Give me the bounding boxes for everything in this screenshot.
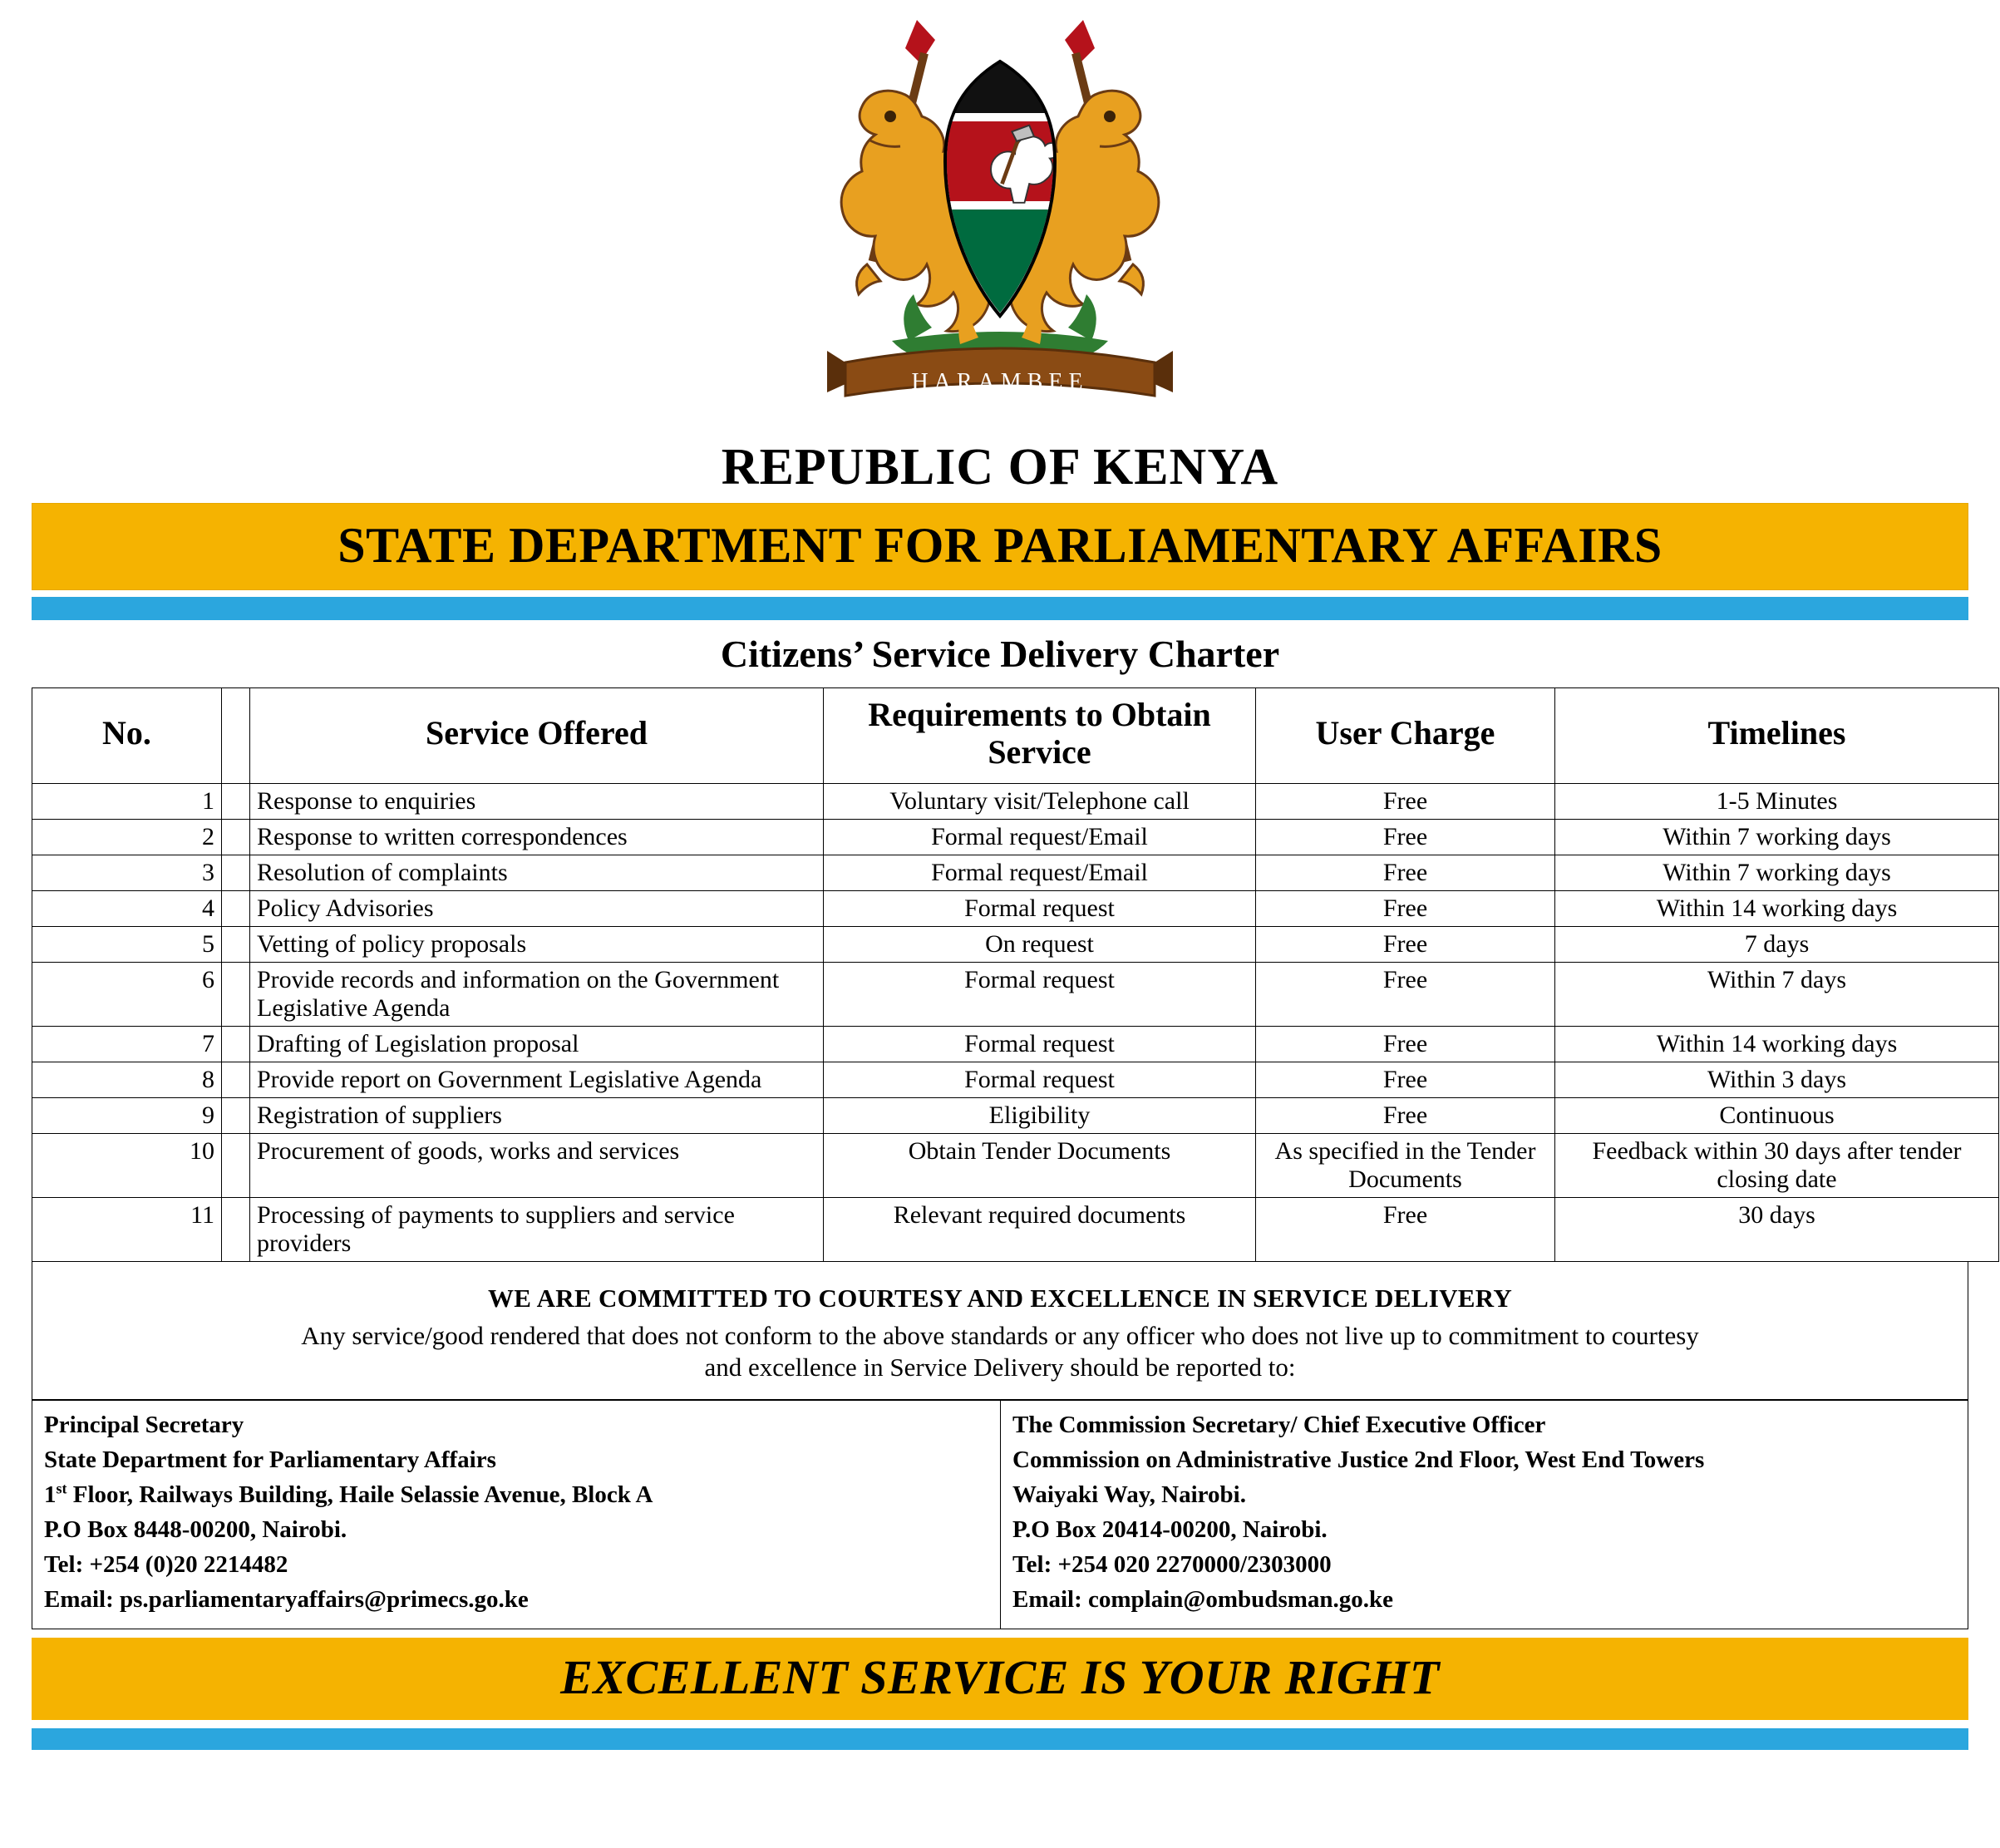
contact-po-box: P.O Box 8448-00200, Nairobi. <box>44 1516 347 1544</box>
page-title: Citizens’ Service Delivery Charter <box>720 633 1280 676</box>
contact-title: The Commission Secretary/ Chief Executive Officer <box>1012 1412 1546 1439</box>
commitment-block <box>32 1262 1968 1401</box>
blue-accent-bar-top <box>32 597 1968 620</box>
contact-principal-secretary <box>32 1401 1000 1629</box>
contact-po-box: P.O Box 20414-00200, Nairobi. <box>1012 1516 1328 1544</box>
contact-department: State Department for Parliamentary Affairs <box>44 1446 496 1474</box>
table-row <box>32 819 1999 855</box>
contact-floor-number: 1 <box>44 1481 57 1509</box>
table-row <box>32 926 1999 962</box>
cell-requirements: On request <box>824 926 1256 962</box>
charter-table <box>32 687 1999 1262</box>
column-header-requirements: Requirements to Obtain Service <box>824 688 1256 784</box>
cell-no: 10 <box>32 1133 222 1197</box>
cell-no: 5 <box>32 926 222 962</box>
cell-spacer <box>222 1097 250 1133</box>
cell-spacer <box>222 819 250 855</box>
cell-spacer <box>222 855 250 890</box>
column-header-user-charge: User Charge <box>1256 688 1555 784</box>
cell-spacer <box>222 926 250 962</box>
cell-requirements: Obtain Tender Documents <box>824 1133 1256 1197</box>
contact-address-rest: Floor, Railways Building, Haile Selassie Avenue, Block A <box>67 1481 653 1509</box>
cell-requirements: Formal request <box>824 962 1256 1026</box>
footer-banner <box>32 1638 1968 1720</box>
table-row <box>32 890 1999 926</box>
cell-requirements: Formal request <box>824 890 1256 926</box>
contact-email[interactable]: Email: ps.parliamentaryaffairs@primecs.go.ke <box>44 1586 529 1614</box>
cell-spacer <box>222 1133 250 1197</box>
contact-telephone: Tel: +254 (0)20 2214482 <box>44 1551 288 1579</box>
cell-timelines: 7 days <box>1555 926 1999 962</box>
table-row <box>32 783 1999 819</box>
cell-timelines: 1-5 Minutes <box>1555 783 1999 819</box>
svg-text:HARAMBEE: HARAMBEE <box>911 369 1089 395</box>
cell-spacer <box>222 783 250 819</box>
cell-user-charge: Free <box>1256 1026 1555 1062</box>
cell-user-charge: Free <box>1256 783 1555 819</box>
cell-timelines: Within 14 working days <box>1555 890 1999 926</box>
cell-service: Processing of payments to suppliers and service providers <box>250 1197 824 1261</box>
cell-requirements: Formal request <box>824 1062 1256 1097</box>
cell-no: 11 <box>32 1197 222 1261</box>
column-header-service: Service Offered <box>250 688 824 784</box>
cell-service: Provide records and information on the Government Legislative Agenda <box>250 962 824 1026</box>
table-row <box>32 1197 1999 1261</box>
cell-user-charge: Free <box>1256 1197 1555 1261</box>
cell-no: 9 <box>32 1097 222 1133</box>
cell-service: Response to written correspondences <box>250 819 824 855</box>
contact-floor-suffix: st <box>56 1480 67 1497</box>
country-title: REPUBLIC OF KENYA <box>721 439 1279 495</box>
table-row <box>32 1097 1999 1133</box>
cell-user-charge: Free <box>1256 855 1555 890</box>
commitment-line-2: and excellence in Service Delivery should be reported to: <box>704 1353 1296 1382</box>
department-banner <box>32 503 1968 590</box>
cell-service: Vetting of policy proposals <box>250 926 824 962</box>
table-row <box>32 855 1999 890</box>
column-spacer <box>222 688 250 784</box>
cell-user-charge: Free <box>1256 890 1555 926</box>
table-row <box>32 1026 1999 1062</box>
contact-ombudsman <box>1000 1401 1968 1629</box>
contact-title: Principal Secretary <box>44 1412 244 1439</box>
cell-service: Registration of suppliers <box>250 1097 824 1133</box>
cell-requirements: Formal request <box>824 1026 1256 1062</box>
cell-service: Resolution of complaints <box>250 855 824 890</box>
cell-spacer <box>222 1197 250 1261</box>
kenya-coat-of-arms-icon <box>742 15 1258 439</box>
cell-requirements: Formal request/Email <box>824 819 1256 855</box>
cell-service: Procurement of goods, works and services <box>250 1133 824 1197</box>
cell-user-charge: Free <box>1256 819 1555 855</box>
table-row <box>32 1062 1999 1097</box>
table-row <box>32 1133 1999 1197</box>
cell-timelines: Within 7 days <box>1555 962 1999 1026</box>
cell-spacer <box>222 1026 250 1062</box>
contact-address-1: Waiyaki Way, Nairobi. <box>1012 1481 1246 1509</box>
cell-spacer <box>222 890 250 926</box>
cell-requirements: Eligibility <box>824 1097 1256 1133</box>
cell-user-charge: Free <box>1256 962 1555 1026</box>
cell-user-charge: As specified in the Tender Documents <box>1256 1133 1555 1197</box>
commitment-line-1: Any service/good rendered that does not conform to the above standards or any officer who does not live up to commitment to courtesy <box>301 1320 1699 1350</box>
cell-no: 7 <box>32 1026 222 1062</box>
cell-service: Provide report on Government Legislative Agenda <box>250 1062 824 1097</box>
cell-requirements: Formal request/Email <box>824 855 1256 890</box>
cell-no: 8 <box>32 1062 222 1097</box>
column-header-timelines: Timelines <box>1555 688 1999 784</box>
cell-user-charge: Free <box>1256 926 1555 962</box>
commitment-heading: WE ARE COMMITTED TO COURTESY AND EXCELLENCE IN SERVICE DELIVERY <box>487 1283 1513 1313</box>
cell-no: 2 <box>32 819 222 855</box>
footer-banner-label: EXCELLENT SERVICE IS YOUR RIGHT <box>560 1650 1440 1705</box>
cell-spacer <box>222 1062 250 1097</box>
cell-requirements: Voluntary visit/Telephone call <box>824 783 1256 819</box>
cell-timelines: Within 14 working days <box>1555 1026 1999 1062</box>
contact-telephone: Tel: +254 020 2270000/2303000 <box>1012 1551 1332 1579</box>
cell-service: Drafting of Legislation proposal <box>250 1026 824 1062</box>
cell-service: Policy Advisories <box>250 890 824 926</box>
cell-no: 6 <box>32 962 222 1026</box>
blue-accent-bar-bottom <box>32 1728 1968 1750</box>
contact-address-1 <box>44 1477 988 1512</box>
cell-timelines: Within 3 days <box>1555 1062 1999 1097</box>
table-row <box>32 962 1999 1026</box>
cell-requirements: Relevant required documents <box>824 1197 1256 1261</box>
emblem-container <box>0 0 2000 439</box>
cell-timelines: Continuous <box>1555 1097 1999 1133</box>
cell-no: 1 <box>32 783 222 819</box>
contacts-block <box>32 1400 1968 1629</box>
department-banner-label: STATE DEPARTMENT FOR PARLIAMENTARY AFFAIRS <box>337 518 1663 574</box>
cell-timelines: Within 7 working days <box>1555 855 1999 890</box>
cell-timelines: Within 7 working days <box>1555 819 1999 855</box>
cell-user-charge: Free <box>1256 1062 1555 1097</box>
contact-email[interactable]: Email: complain@ombudsman.go.ke <box>1012 1586 1394 1614</box>
column-header-no: No. <box>32 688 222 784</box>
cell-spacer <box>222 962 250 1026</box>
cell-user-charge: Free <box>1256 1097 1555 1133</box>
cell-timelines: 30 days <box>1555 1197 1999 1261</box>
cell-no: 3 <box>32 855 222 890</box>
cell-timelines: Feedback within 30 days after tender closing date <box>1555 1133 1999 1197</box>
cell-no: 4 <box>32 890 222 926</box>
contact-commission: Commission on Administrative Justice 2nd Floor, West End Towers <box>1012 1446 1705 1474</box>
cell-service: Response to enquiries <box>250 783 824 819</box>
table-header-row <box>32 688 1999 784</box>
